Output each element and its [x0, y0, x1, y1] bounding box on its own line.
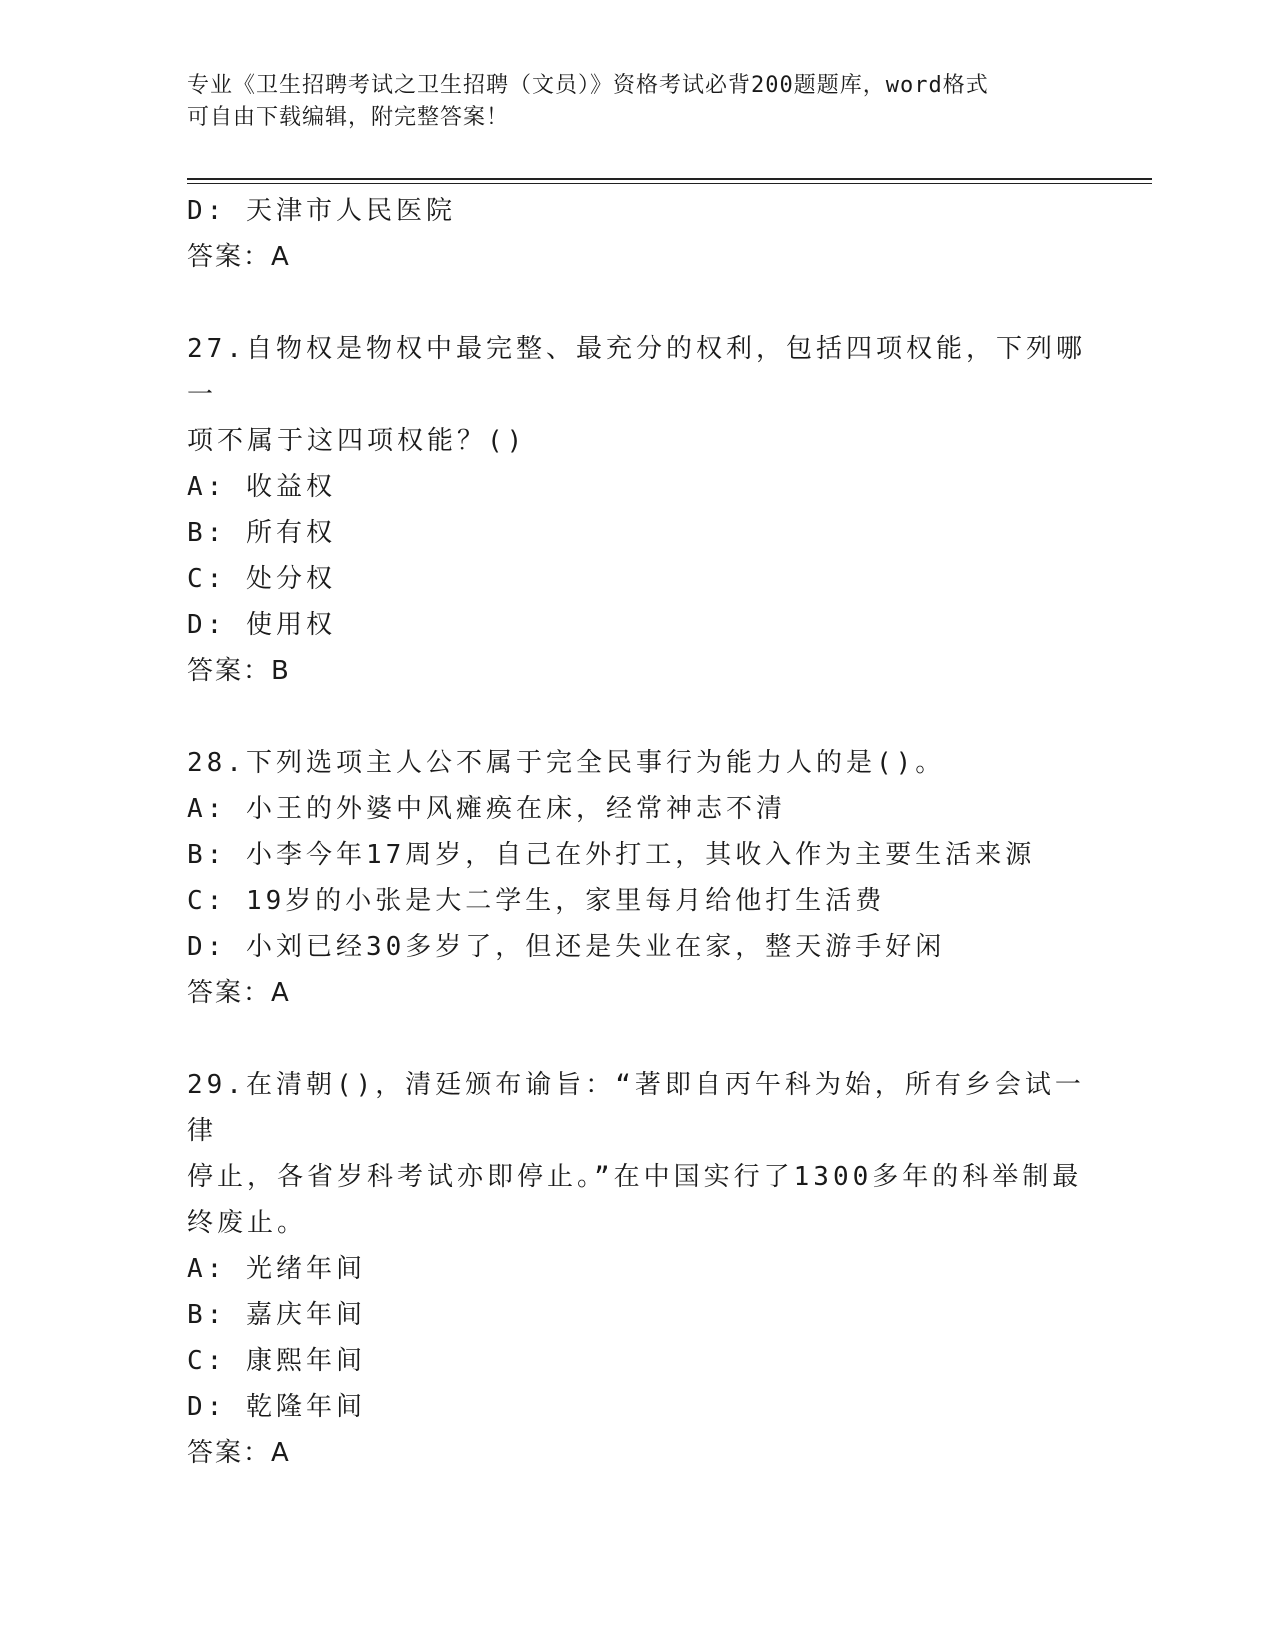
- question-29-answer: 答案：A: [187, 1438, 291, 1468]
- question-29-option-a: A: 光绪年间: [187, 1254, 366, 1284]
- document-body: [187, 188, 1087, 1476]
- question-29-option-c: C: 康熙年间: [187, 1346, 366, 1376]
- prev-option-d: D: 天津市人民医院: [187, 196, 456, 226]
- question-27: [187, 326, 1087, 694]
- question-29-text-2: 停止，各省岁科考试亦即停止。”在中国实行了1300多年的科举制最: [187, 1162, 1083, 1192]
- question-29-option-b: B: 嘉庆年间: [187, 1300, 366, 1330]
- question-27-answer: 答案：B: [187, 656, 291, 686]
- question-28-option-b: B: 小李今年17周岁，自己在外打工，其收入作为主要生活来源: [187, 840, 1036, 870]
- question-29: [187, 1062, 1087, 1476]
- question-27-text-2: 项不属于这四项权能？(): [187, 426, 527, 456]
- question-27-text-1: 27.自物权是物权中最完整、最充分的权利，包括四项权能，下列哪一: [187, 334, 1086, 410]
- header-line-1: 专业《卫生招聘考试之卫生招聘（文员）》资格考试必背200题题库，word格式: [187, 73, 989, 98]
- question-spacer: [187, 1016, 1087, 1062]
- question-28-answer: 答案：A: [187, 978, 291, 1008]
- question-spacer: [187, 280, 1087, 326]
- question-28-text-1: 28.下列选项主人公不属于完全民事行为能力人的是()。: [187, 748, 946, 778]
- question-29-text-1: 29.在清朝()，清廷颁布谕旨：“著即自丙午科为始，所有乡会试一律: [187, 1070, 1085, 1146]
- question-spacer: [187, 694, 1087, 740]
- header-divider-thin: [187, 183, 1152, 184]
- question-27-option-b: B: 所有权: [187, 518, 336, 548]
- question-28-option-a: A: 小王的外婆中风瘫痪在床，经常神志不清: [187, 794, 786, 824]
- header-divider-thick: [187, 178, 1152, 180]
- header-line-2: 可自由下载编辑，附完整答案！: [187, 105, 510, 130]
- question-27-option-c: C: 处分权: [187, 564, 336, 594]
- question-27-option-d: D: 使用权: [187, 610, 336, 640]
- document-header: [187, 70, 1087, 134]
- question-28: [187, 740, 1087, 1016]
- question-27-option-a: A: 收益权: [187, 472, 336, 502]
- question-28-option-c: C: 19岁的小张是大二学生，家里每月给他打生活费: [187, 886, 886, 916]
- question-29-option-d: D: 乾隆年间: [187, 1392, 366, 1422]
- question-29-text-3: 终废止。: [187, 1208, 308, 1238]
- question-28-option-d: D: 小刘已经30多岁了，但还是失业在家，整天游手好闲: [187, 932, 946, 962]
- prev-answer: 答案：A: [187, 242, 291, 272]
